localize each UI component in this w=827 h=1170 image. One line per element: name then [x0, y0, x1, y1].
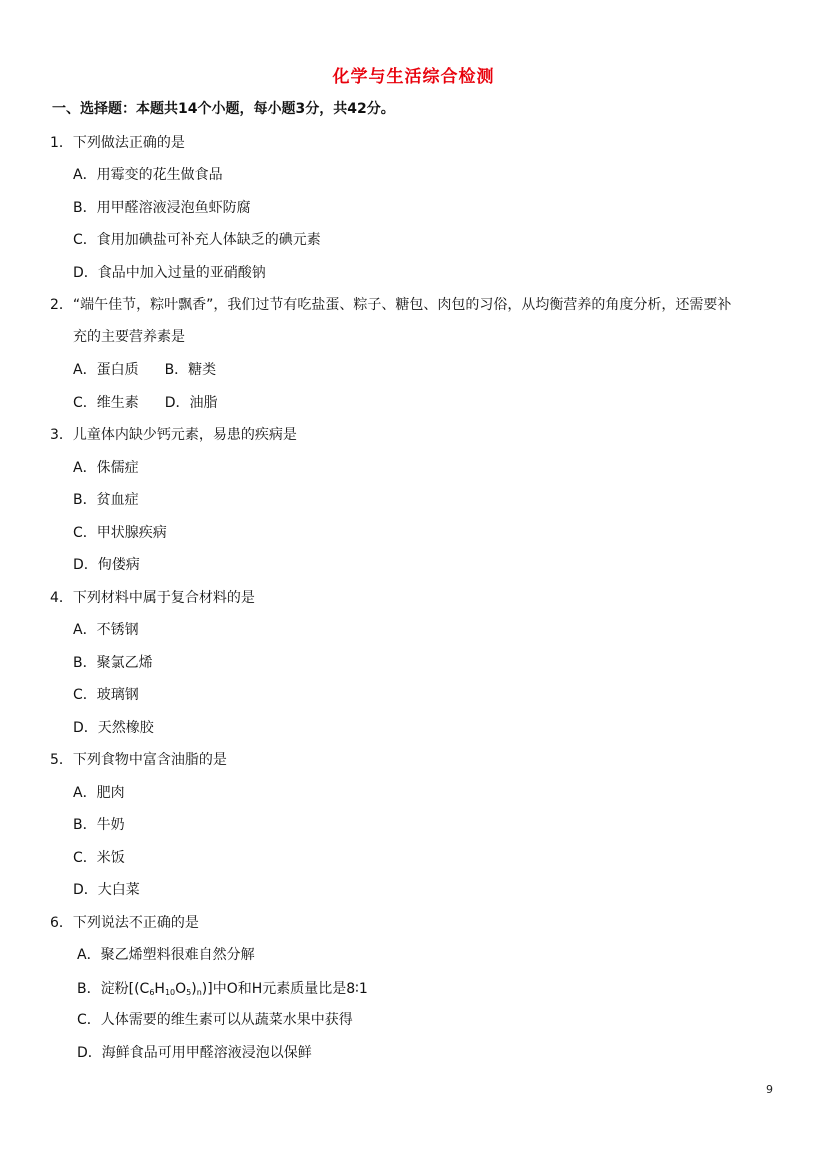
- question-5-option-c: C．米饭: [73, 850, 125, 866]
- question-4-stem: 4．下列材料中属于复合材料的是: [50, 590, 255, 606]
- question-1-option-c: C．食用加碘盐可补充人体缺乏的碘元素: [73, 232, 321, 248]
- question-5-option-b: B．牛奶: [73, 817, 125, 833]
- question-6-option-b: B．淀粉$[(C_6H_{10}O_5)_n)$]中O和H元素质量比是8∶1: [77, 981, 368, 997]
- question-3-stem: 3．儿童体内缺少钙元素，易患的疾病是: [50, 427, 297, 443]
- question-1-option-a: A．用霉变的花生做食品: [73, 167, 223, 183]
- question-4-option-b: B．聚氯乙烯: [73, 655, 153, 671]
- question-3-option-c: C．甲状腺疾病: [73, 525, 167, 541]
- question-5-option-a: A．肥肉: [73, 785, 125, 801]
- question-2-option-b: B．糖类: [164, 362, 217, 378]
- question-2-option-a: A．蛋白质: [73, 362, 139, 378]
- question-6-option-d: D．海鲜食品可用甲醛溶液浸泡以保鲜: [77, 1045, 312, 1061]
- question-6-option-c: C．人体需要的维生素可以从蔬菜水果中获得: [77, 1012, 353, 1028]
- question-1-option-d: D．食品中加入过量的亚硝酸钠: [73, 265, 266, 281]
- question-2-stem-continued: 充的主要营养素是: [73, 329, 185, 345]
- question-6-stem: 6．下列说法不正确的是: [50, 915, 199, 931]
- question-6-option-a: A．聚乙烯塑料很难自然分解: [77, 947, 255, 963]
- question-1-option-b: B．用甲醛溶液浸泡鱼虾防腐: [73, 200, 251, 216]
- question-4-option-d: D．天然橡胶: [73, 720, 154, 736]
- question-2-options-row-1: [73, 360, 216, 380]
- question-5-stem: 5．下列食物中富含油脂的是: [50, 752, 227, 768]
- question-3-option-b: B．贫血症: [73, 492, 139, 508]
- section-heading: 一、选择题：本题共14个小题，每小题3分，共42分。: [52, 101, 395, 117]
- question-5-option-d: D．大白菜: [73, 882, 140, 898]
- question-2-option-c: C．维生素: [73, 395, 139, 411]
- question-4-option-c: C．玻璃钢: [73, 687, 139, 703]
- page-title: 化学与生活综合检测: [332, 67, 495, 87]
- question-3-option-a: A．侏儒症: [73, 460, 139, 476]
- question-2-stem: 2．“端午佳节，粽叶飘香”，我们过节有吃盐蛋、粽子、糖包、肉包的习俗，从均衡营养的角度分析，还需要补: [50, 297, 732, 313]
- question-3-option-d: D．佝偻病: [73, 557, 140, 573]
- page-number: 9: [766, 1083, 773, 1096]
- question-2-options-row-2: [73, 393, 218, 413]
- question-4-option-a: A．不锈钢: [73, 622, 139, 638]
- question-2-option-d: D．油脂: [164, 395, 218, 411]
- question-1-stem: 1．下列做法正确的是: [50, 135, 185, 151]
